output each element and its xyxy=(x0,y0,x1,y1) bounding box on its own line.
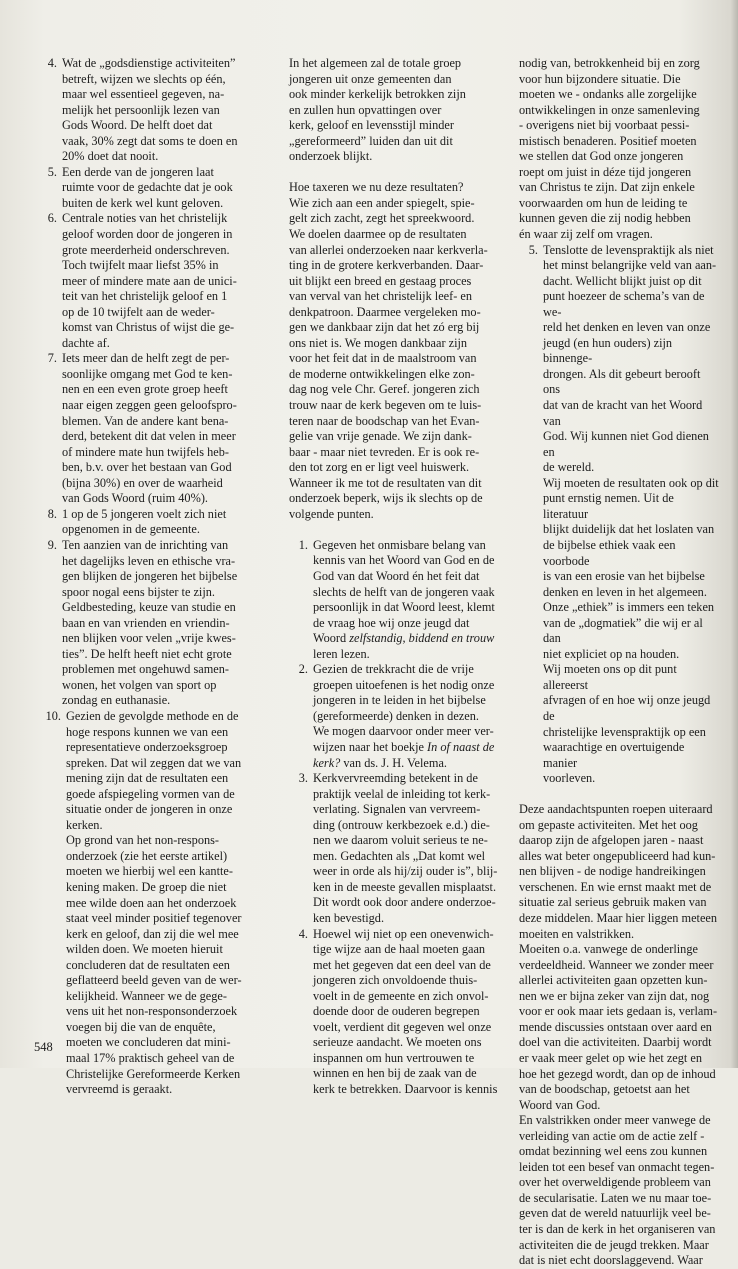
text-line: We doelen daarmee op de resultaten xyxy=(289,226,467,241)
text-line: God. Wij kunnen niet God dienen en xyxy=(543,429,709,459)
text-line: Wij moeten ons op dit punt allereerst xyxy=(543,662,677,692)
text-line: tige wijze aan de haal moeten gaan xyxy=(313,942,486,957)
emphasis-text: zelfstandig, biddend en trouw xyxy=(349,631,495,646)
text-line: het minst belangrijke veld van aan- xyxy=(543,258,717,273)
text-line: spreken. Dat wil zeggen dat we van xyxy=(66,755,242,770)
text-line: Een derde van de jongeren laat xyxy=(62,164,214,179)
text-line: om gepaste activiteiten. Met het oog xyxy=(519,817,698,832)
item-number: 6. xyxy=(47,211,57,226)
text-line: van allerlei onderzoeken naar kerkverla- xyxy=(289,242,488,257)
text-line: dat van de kracht van het Woord van xyxy=(543,398,703,428)
text-line: voor het feit dat in de maalstroom van xyxy=(289,351,477,366)
text-line: geloof worden door de jongeren in xyxy=(62,227,233,242)
text-line: denkpatroon. Daarmee vergeleken mo- xyxy=(289,304,481,319)
text-line: buiten de kerk wel kunt geloven. xyxy=(62,195,224,210)
text-line: ontwikkelingen in onze samenleving xyxy=(519,102,700,117)
numbered-item xyxy=(289,927,505,1098)
text-line: ter is dan de kerk in het organiseren van xyxy=(519,1221,716,1236)
item-text xyxy=(313,662,505,771)
text-line: slechts de helft van de jongeren vaak xyxy=(313,584,495,599)
text-line: concluderen dat de resultaten een xyxy=(66,957,230,972)
text-line: 20% doet dat nooit. xyxy=(62,149,159,164)
text-line: En valstrikken onder meer vanwege de xyxy=(519,1113,711,1128)
text-line: situatie onder de jongeren in onze xyxy=(66,802,233,817)
text-line: nen blijken voor velen „vrije kwes- xyxy=(62,631,236,646)
text-line: van ds. J. H. Velema. xyxy=(340,755,447,770)
text-line: van Christus te zijn. Dat zijn enkele xyxy=(519,180,695,195)
text-line: gen blijken de jongeren het bijbelse xyxy=(62,569,238,584)
text-line: situatie zal serieus gebruik maken van xyxy=(519,895,707,910)
text-line: verleiding van actie om de actie zelf - xyxy=(519,1128,705,1143)
text-line: kerk, geloof en levensstijl minder xyxy=(289,118,454,133)
text-line: er vaak meer gelet op wie het zegt en xyxy=(519,1050,702,1065)
text-line: Iets meer dan de helft zegt de per- xyxy=(62,351,230,366)
text-line: jongeren zich onvoldoende thuis- xyxy=(313,973,478,988)
text-line: volgende punten. xyxy=(289,506,374,521)
text-line: doende door de ouderen begrepen xyxy=(313,1004,480,1019)
text-line: kunnen geven die zij nodig hebben xyxy=(519,211,691,226)
text-line: vaak, 30% zegt dat soms te doen en xyxy=(62,133,238,148)
numbered-item xyxy=(38,507,272,538)
text-line: waarachtige en overtuigende manier xyxy=(543,740,685,770)
text-line: teren naar de boodschap van het Evan- xyxy=(289,413,480,428)
text-line: Hoewel wij niet op een onevenwich- xyxy=(313,926,494,941)
text-line: onderzoek beperk, wijs ik slechts op de xyxy=(289,491,483,506)
item-text xyxy=(62,165,272,212)
text-line: doel van die activiteiten. Daarbij wordt xyxy=(519,1035,712,1050)
text-line: ben, b.v. over het bestaan van God xyxy=(62,460,232,475)
text-line: daarop zijn de afgelopen jaren - naast xyxy=(519,833,704,848)
numbered-item xyxy=(38,165,272,212)
book-title-cont: kerk? xyxy=(313,755,341,770)
text-line: mening zijn dat de resultaten een xyxy=(66,771,229,786)
text-line: opgenomen in de gemeente. xyxy=(62,522,200,537)
text-line: én waar zij zelf om vragen. xyxy=(519,227,653,242)
text-line: grote meerderheid onderschreven. xyxy=(62,242,230,257)
text-line: is van een erosie van het bijbelse xyxy=(543,569,705,584)
item-text xyxy=(62,507,272,538)
item-number: 5. xyxy=(528,242,538,257)
text-line: Tenslotte de levenspraktijk als niet xyxy=(543,242,714,257)
text-line: 1 op de 5 jongeren voelt zich niet xyxy=(62,506,227,521)
text-line: moeten we concluderen dat mini- xyxy=(66,1035,231,1050)
text-line: mee wilde doen aan het onderzoek xyxy=(66,895,237,910)
text-line: trouw naar de kerk begeven om te luis- xyxy=(289,397,482,412)
text-line: ons niet is. We mogen dankbaar zijn xyxy=(289,335,468,350)
text-line: niet expliciet op na houden. xyxy=(543,646,680,661)
text-line: verlating. Signalen van vervreem- xyxy=(313,802,481,817)
item-text xyxy=(313,927,505,1098)
numbered-item xyxy=(38,538,272,709)
text-line: op de 10 twijfelt aan de weder- xyxy=(62,304,215,319)
item-number: 4. xyxy=(298,926,308,941)
text-line: weer in orde als hij/zij ouder is”, blij- xyxy=(313,864,498,879)
text-line: Dit wordt ook door andere onderzoe- xyxy=(313,895,496,910)
text-line: nodig van, betrokkenheid bij en zorg xyxy=(519,56,700,70)
text-line: nen we er bijna zeker van zijn dat, nog xyxy=(519,988,710,1003)
text-line: voor er ook maar iets gedaan is, verlam- xyxy=(519,1004,718,1019)
text-line: leren lezen. xyxy=(313,646,370,661)
text-line: over het overweldigende probleem van xyxy=(519,1175,711,1190)
text-line: de secularisatie. Laten we nu maar toe- xyxy=(519,1190,712,1205)
text-line: kening maken. De groep die niet xyxy=(66,879,227,894)
numbered-item xyxy=(38,709,272,1098)
numbered-item xyxy=(289,538,505,662)
paragraph xyxy=(519,802,720,1268)
text-line: ken in de meeste gevallen misplaatst. xyxy=(313,879,497,894)
text-line: Op grond van het non-respons- xyxy=(66,833,219,848)
text-line: God van dat Woord én het feit dat xyxy=(313,568,480,583)
text-line: van verval van het christelijk leef- en xyxy=(289,289,473,304)
text-line: inspannen om hun vertrouwen te xyxy=(313,1050,475,1065)
text-line: Wie zich aan een ander spiegelt, spie- xyxy=(289,195,475,210)
text-line: problemen met ongehuwd samen- xyxy=(62,662,229,677)
text-line: ruimte voor de gedachte dat je ook xyxy=(62,180,233,195)
text-line: teit van het christelijk geloof en 1 xyxy=(62,289,228,304)
text-line: denken en leven in het algemeen. xyxy=(543,584,707,599)
text-line: blijkt duidelijk dat het loslaten van xyxy=(543,522,715,537)
item-text xyxy=(313,538,505,662)
text-line: Wij moeten de resultaten ook op dit xyxy=(543,475,719,490)
text-line: geflatteerd beeld geven van de wer- xyxy=(66,973,242,988)
text-line: nen en een even grote groep heeft xyxy=(62,382,228,397)
text-line: baan en van vrienden en vriendin- xyxy=(62,615,230,630)
text-line: jongeren in te leiden in het bijbelse xyxy=(313,693,486,708)
text-line: wilden doen. We moeten hieruit xyxy=(66,942,223,957)
item-text xyxy=(62,351,272,506)
column-2 xyxy=(289,56,505,1098)
text-line: Christelijke Gereformeerde Kerken xyxy=(66,1066,241,1081)
text-line: naar eigen zeggen geen geloofspro- xyxy=(62,398,237,413)
text-line: gelie van vrije genade. We zijn dank- xyxy=(289,429,472,444)
text-line: ook minder kerkelijk betrokken zijn xyxy=(289,87,466,102)
text-line: zondag en euthanasie. xyxy=(62,693,171,708)
text-line: maar wel essentieel gegeven, na- xyxy=(62,87,225,102)
text-line: de wereld. xyxy=(543,460,595,475)
text-line: dachte af. xyxy=(62,335,110,350)
text-line: voegen bij die van de enquête, xyxy=(66,1019,216,1034)
text-line: Moeiten o.a. vanwege de onderlinge xyxy=(519,942,698,957)
numbered-item xyxy=(519,243,720,787)
text-line: spoor nogal eens bijster te zijn. xyxy=(62,584,215,599)
paragraph xyxy=(289,180,505,522)
text-line: betreft, wijzen we slechts op één, xyxy=(62,71,226,86)
text-line: van de „dogmatiek” die wij er al dan xyxy=(543,615,703,646)
text-line: komst van Christus of wijst die ge- xyxy=(62,320,235,335)
text-line: voorwaarden om hun de leiding te xyxy=(519,195,688,210)
text-line: voor hun bijzondere situatie. Die xyxy=(519,71,681,86)
text-line: gelt zich zacht, zegt het spreekwoord. xyxy=(289,211,475,226)
text-line: dacht. Wellicht blijkt juist op dit xyxy=(543,273,702,288)
text-line: vervreemd is geraakt. xyxy=(66,1082,173,1097)
page-number: 548 xyxy=(34,1040,53,1054)
item-number: 5. xyxy=(47,164,57,179)
text-line: met het gegeven dat een deel van de xyxy=(313,957,491,972)
text-line: leiden tot een besef van onmacht tegen- xyxy=(519,1159,715,1174)
text-line: afvragen of en hoe wij onze jeugd de xyxy=(543,693,711,723)
column-1 xyxy=(38,56,272,1098)
text-line: serieuze aandacht. We moeten ons xyxy=(313,1035,482,1050)
text-line: (gereformeerde) denken in dezen. xyxy=(313,708,479,723)
text-line: representatieve onderzoeksgroep xyxy=(66,740,228,755)
numbered-item xyxy=(38,351,272,506)
text-line: moeiten en valstrikken. xyxy=(519,926,635,941)
text-line: dat is niet echt doorslaggevend. Waar xyxy=(519,1253,703,1268)
numbered-item xyxy=(289,771,505,926)
item-text xyxy=(62,538,272,709)
text-line: voelt, verdient dit gegeven wel onze xyxy=(313,1019,492,1034)
text-line: Gods Woord. De helft doet dat xyxy=(62,118,213,133)
paragraph-gap xyxy=(289,165,505,181)
item-number: 1. xyxy=(298,537,308,552)
text-line: mistisch benaderen. Positief moeten xyxy=(519,133,697,148)
text-line: staat veel minder positief tegenover xyxy=(66,911,242,926)
text-line: Gegeven het onmisbare belang van xyxy=(313,537,486,552)
text-line: ting in de grotere kerkverbanden. Daar- xyxy=(289,258,484,273)
text-line: wonen, het volgen van sport op xyxy=(62,677,217,692)
text-line: vens uit het non-responsonderzoek xyxy=(66,1004,238,1019)
text-line: punt hoezeer de schema’s van de we- xyxy=(543,289,705,319)
text-line: de bijbelse ethiek vaak een voorbode xyxy=(543,537,676,568)
text-line: gen we dankbaar zijn dat het zó erg bij xyxy=(289,320,480,335)
text-line: wijzen naar het boekje xyxy=(313,739,428,754)
text-line: Wat de „godsdienstige activiteiten” xyxy=(62,56,236,70)
item-number: 2. xyxy=(298,662,308,677)
text-line: dag nog vele Chr. Geref. jongeren zich xyxy=(289,382,480,397)
text-line: verschenen. En wie ernst maakt met de xyxy=(519,879,712,894)
text-line: Wanneer ik me tot de resultaten van dit xyxy=(289,475,482,490)
numbered-item xyxy=(38,211,272,351)
text-line: de vraag hoe wij onze jeugd dat xyxy=(313,615,470,630)
text-line: nen blijven - de nodige handreikingen xyxy=(519,864,706,879)
text-line: geven dat de wereld natuurlijk veel be- xyxy=(519,1206,711,1221)
text-line: van de boodschap, getoetst aan het xyxy=(519,1082,690,1097)
text-line: Ten aanzien van de inrichting van xyxy=(62,537,229,552)
item-text xyxy=(62,56,272,165)
book-title: In of naast de xyxy=(427,739,495,754)
text-line: mende discussies ontstaan over aard en xyxy=(519,1019,712,1034)
text-line: Toch twijfelt maar liefst 35% in xyxy=(62,258,219,273)
text-line: derd, betekent dit dat velen in meer xyxy=(62,429,236,444)
text-line: melijk het persoonlijk lezen van xyxy=(62,102,220,117)
text-line: onderzoek blijkt. xyxy=(289,149,373,164)
text-line: ding (ontrouw kerkbezoek e.d.) die- xyxy=(313,817,490,832)
text-line: het dagelijks leven en ethische vra- xyxy=(62,553,236,568)
item-number: 9. xyxy=(47,537,57,552)
text-line: kerk en geloof, dan zij die wel mee xyxy=(66,926,239,941)
numbered-item xyxy=(38,56,272,165)
text-line: moeten we hierbij wel een kantte- xyxy=(66,864,233,879)
text-line: deze middelen. Maar hier liggen meteen xyxy=(519,911,718,926)
text-line: alles wat beter ongepubliceerd had kun- xyxy=(519,848,716,863)
text-line: We mogen daarvoor onder meer ver- xyxy=(313,724,494,739)
paragraph-gap xyxy=(519,787,720,803)
text-line: soonlijke omgang met God te ken- xyxy=(62,366,233,381)
text-line: groepen uitoefenen is het nodig onze xyxy=(313,677,495,692)
item-text xyxy=(543,243,720,787)
text-line: punt ernstig nemen. Uit de literatuur xyxy=(543,491,674,521)
text-line: jongeren uit onze gemeenten dan xyxy=(289,71,452,86)
text-line: uit blijkt een breed en gestaag proces xyxy=(289,273,472,288)
text-line: maal 17% praktisch geheel van de xyxy=(66,1051,235,1065)
text-line: verdeeldheid. Wanneer we zonder meer xyxy=(519,957,714,972)
text-line: christelijke levenspraktijk op een xyxy=(543,724,706,739)
text-line: (bijna 30%) en over de waarheid xyxy=(62,475,223,490)
text-line: we stellen dat God onze jongeren xyxy=(519,149,684,164)
text-line: Hoe taxeren we nu deze resultaten? xyxy=(289,180,464,195)
text-line: men. Gedachten als „Dat komt wel xyxy=(313,848,486,863)
text-line: meer of mindere mate aan de unici- xyxy=(62,273,237,288)
text-line: onderzoek (zie het eerste artikel) xyxy=(66,848,228,863)
text-line: Onze „ethiek” is immers een teken xyxy=(543,600,715,615)
text-line: kennis van het Woord van God en de xyxy=(313,553,495,568)
text-line: moeten we - ondanks alle zorgelijke xyxy=(519,87,697,102)
text-line: omdat bezinning wel eens zou kunnen xyxy=(519,1144,708,1159)
text-line: baar - maar niet tevreden. Er is ook re- xyxy=(289,444,480,459)
text-line: persoonlijk in dat Woord leest, klemt xyxy=(313,600,495,615)
paragraph xyxy=(289,56,505,165)
text-line: voorleven. xyxy=(543,771,596,786)
text-line: activiteiten die de jeugd trekken. Maar xyxy=(519,1237,709,1252)
item-number: 7. xyxy=(47,351,57,366)
text-line: den tot zorg en er ligt veel huiswerk. xyxy=(289,460,470,475)
text-line: - overigens niet bij voorbaat pessi- xyxy=(519,118,690,133)
text-line: roept om juist in déze tijd jongeren xyxy=(519,164,692,179)
text-line: Kerkvervreemding betekent in de xyxy=(313,771,478,786)
text-line: jeugd (en hun ouders) zijn binnenge- xyxy=(543,335,673,366)
item-number: 10. xyxy=(45,708,61,723)
text-line: kelijkheid. Wanneer we de gege- xyxy=(66,988,227,1003)
text-line: „gereformeerd” luiden dan uit dit xyxy=(289,133,453,148)
text-line: hoge respons kunnen we van een xyxy=(66,724,229,739)
text-line: kerken. xyxy=(66,817,103,832)
text-line: Woord van God. xyxy=(519,1097,601,1112)
column-3 xyxy=(519,56,720,1269)
text-line: voelt in de gemeente en zich onvol- xyxy=(313,988,489,1003)
item-number: 8. xyxy=(47,506,57,521)
numbered-item xyxy=(289,662,505,771)
paragraph-gap xyxy=(289,522,505,538)
text-line: goede afspiegeling vormen van de xyxy=(66,786,235,801)
text-line: Gezien de gevolgde methode en de xyxy=(66,708,239,723)
text-line: In het algemeen zal de totale groep xyxy=(289,56,462,70)
text-line: drongen. Als dit gebeurt berooft ons xyxy=(543,366,701,397)
text-line: Centrale noties van het christelijk xyxy=(62,211,228,226)
item-number: 4. xyxy=(47,56,57,70)
text-line: Deze aandachtspunten roepen uiteraard xyxy=(519,802,713,817)
text-line: reld het denken en leven van onze xyxy=(543,320,711,335)
text-line: ties”. De helft heeft niet echt grote xyxy=(62,646,232,661)
text-line: allerlei activiteiten gaan opzetten kun- xyxy=(519,973,708,988)
text-line: nen we daarom voluit serieus te ne- xyxy=(313,833,488,848)
text-line: Geldbesteding, keuze van studie en xyxy=(62,600,236,615)
text-line: de moderne ontwikkelingen elke zon- xyxy=(289,366,475,381)
text-line: hoe het gezegd wordt, dan op de inhoud xyxy=(519,1066,716,1081)
item-text xyxy=(313,771,505,926)
text-line: of mindere mate hun twijfels heb- xyxy=(62,444,229,459)
item-text xyxy=(62,211,272,351)
text-line: van Gods Woord (ruim 40%). xyxy=(62,491,208,506)
item-text xyxy=(66,709,272,1098)
text-line: ken bevestigd. xyxy=(313,910,385,925)
item-number: 3. xyxy=(298,771,308,786)
text-line: Gezien de trekkracht die de vrije xyxy=(313,662,474,677)
text-line: Woord xyxy=(313,631,350,646)
text-line: praktijk veelal de inleiding tot kerk- xyxy=(313,786,491,801)
text-line: blemen. Van de andere kant bena- xyxy=(62,413,229,428)
text-line: winnen en hen bij de zaak van de xyxy=(313,1066,477,1081)
text-line: en zullen hun opvattingen over xyxy=(289,102,442,117)
text-line: kerk te betrekken. Daarvoor is kennis xyxy=(313,1082,498,1096)
paragraph xyxy=(519,56,720,243)
